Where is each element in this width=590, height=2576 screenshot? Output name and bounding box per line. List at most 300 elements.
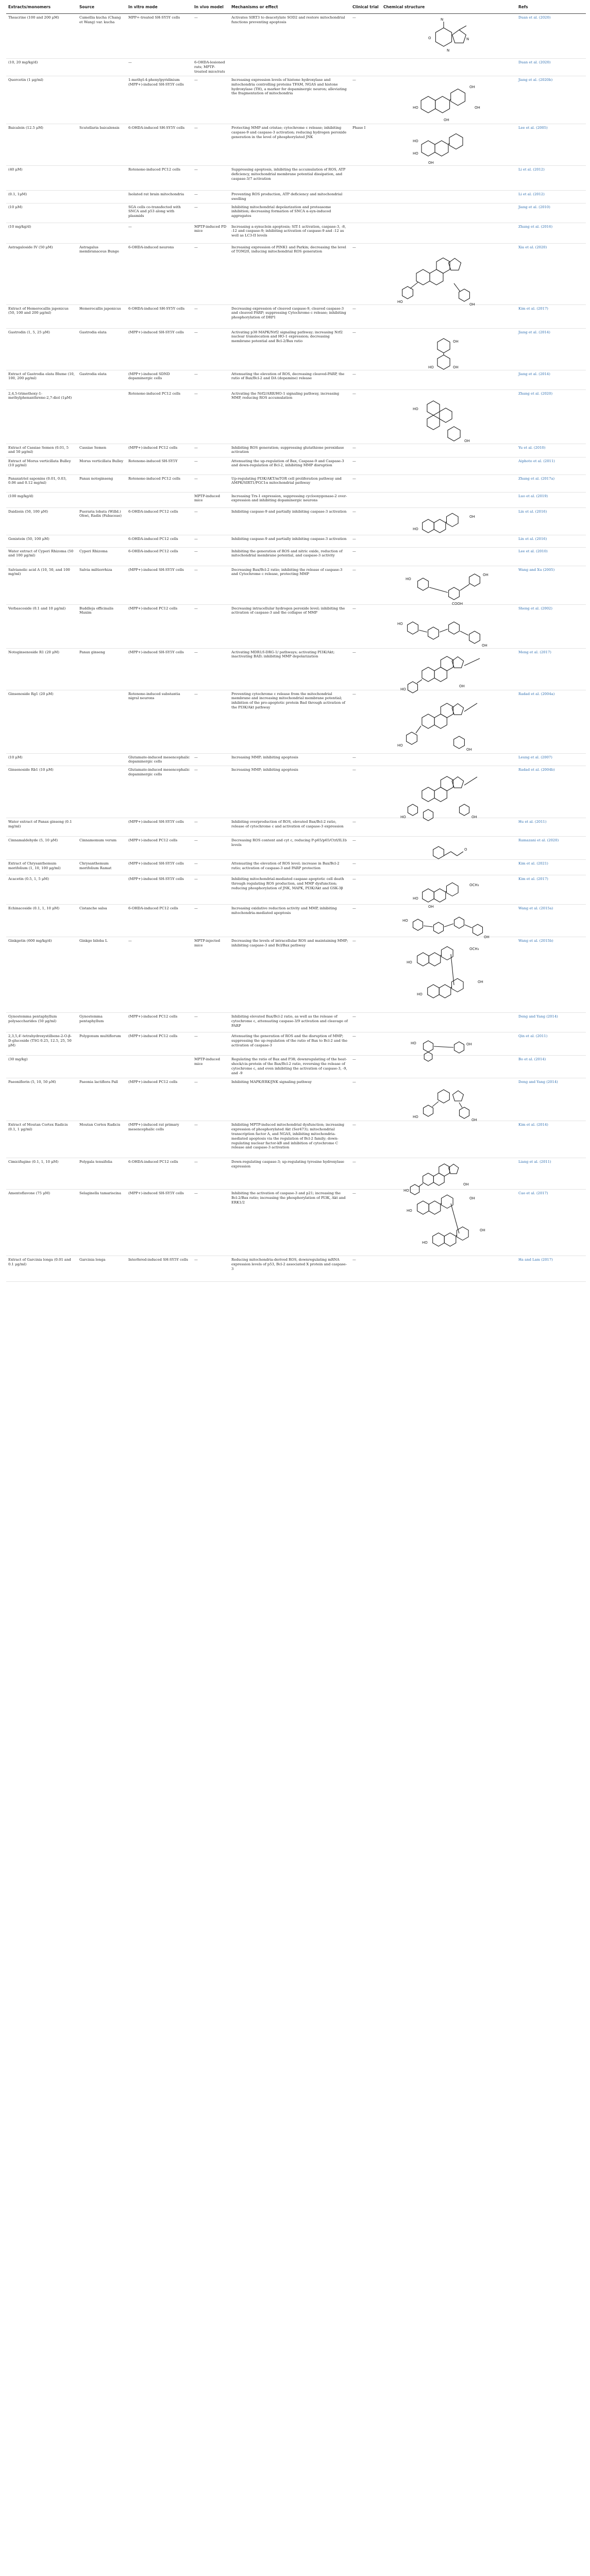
svg-text:N: N xyxy=(447,48,450,53)
molecule-drawing xyxy=(384,878,513,909)
reference-link[interactable]: Aiphoto et al. (2011) xyxy=(516,457,586,474)
document xyxy=(6,0,586,1282)
chemical-structure-cell xyxy=(381,14,516,59)
chemical-structure-cell xyxy=(381,76,516,124)
chemical-structure-cell xyxy=(381,875,516,909)
source-cell: Panax notoginseng xyxy=(77,474,126,492)
in-vivo-cell: — xyxy=(192,76,229,124)
mechanism-cell: Increasing oxidative reduction activity and MMP, inhibiting mitochondria-mediated apoptosis xyxy=(229,905,350,937)
clinical-trial-cell: — xyxy=(350,1158,381,1190)
reference-link[interactable]: Bo et al. (2014) xyxy=(516,1056,586,1078)
chemical-structure-cell xyxy=(381,690,516,753)
in-vitro-cell: — xyxy=(126,937,192,1013)
table-row xyxy=(6,860,586,875)
mechanism-cell: Increasing MMP; inhibiting apoptosis xyxy=(229,766,350,818)
reference-link[interactable]: Cao et al. (2017) xyxy=(516,1190,586,1256)
clinical-trial-cell: — xyxy=(350,535,381,547)
table-row xyxy=(6,690,586,753)
in-vivo-cell: — xyxy=(192,507,229,535)
in-vivo-cell: — xyxy=(192,547,229,566)
mechanism-cell: Decreasing intracellular hydrogen peroxide level; inhibiting the activation of caspase-3 and the collapse of MMP xyxy=(229,604,350,648)
clinical-trial-cell: — xyxy=(350,1032,381,1056)
source-cell: Paeonia lactiflora Pall xyxy=(77,1078,126,1121)
in-vitro-cell: (MPP+)-induced SDND dopaminergic cells xyxy=(126,370,192,389)
molecule-drawing xyxy=(384,331,513,368)
reference-link[interactable]: Kim et al. (2017) xyxy=(516,304,586,328)
svg-text:COOH: COOH xyxy=(452,601,463,606)
mechanism-cell: Down-regulating caspase-3; up-regulating tyrosine hydroxylase expression xyxy=(229,1158,350,1190)
clinical-trial-cell: — xyxy=(350,1013,381,1032)
header-row xyxy=(6,0,586,14)
chemical-structure-cell xyxy=(381,328,516,370)
clinical-trial-cell xyxy=(350,191,381,204)
extract-cell: Water extract of Panax ginseng (0.1 mg/ml) xyxy=(6,818,77,837)
mechanism-cell: Decreasing expression of cleaved caspase-9, cleaved caspase-3 and cleaved PARP; suppressing Cytochrome c release; inhibiting phosphorylation of DRP1 xyxy=(229,304,350,328)
in-vitro-cell: MPP+-treated SH-SY5Y cells xyxy=(126,14,192,59)
svg-text:HO: HO xyxy=(402,919,408,923)
svg-text:OH: OH xyxy=(453,339,459,344)
svg-text:HO: HO xyxy=(406,577,411,581)
clinical-trial-cell: — xyxy=(350,837,381,860)
reference-link[interactable]: Zhang et al. (2017a) xyxy=(516,474,586,492)
reference-link[interactable]: Liang et al. (2011) xyxy=(516,1158,586,1190)
source-cell: Gastrodia elata xyxy=(77,328,126,370)
svg-text:HO: HO xyxy=(413,406,418,411)
reference-link[interactable]: Lin et al. (2016) xyxy=(516,535,586,547)
in-vitro-cell: — xyxy=(126,59,192,76)
svg-text:HO: HO xyxy=(400,687,406,691)
in-vitro-cell: (MPP+)-induced SH-SY5Y cells xyxy=(126,818,192,837)
clinical-trial-cell xyxy=(350,166,381,191)
in-vivo-cell: — xyxy=(192,1032,229,1056)
extract-cell: Extract of Morus verticillata Bulley (10 μg/ml) xyxy=(6,457,77,474)
molecule-drawing xyxy=(384,693,513,752)
source-cell: Cistanche salsa xyxy=(77,905,126,937)
clinical-trial-cell: — xyxy=(350,1078,381,1121)
in-vivo-cell: — xyxy=(192,1256,229,1282)
source-cell xyxy=(77,818,126,837)
source-cell: Selaginella tamariscina xyxy=(77,1190,126,1256)
extract-cell: Ginsenoside Rg1 (20 μM) xyxy=(6,690,77,753)
table-row xyxy=(6,1032,586,1056)
svg-text:OH: OH xyxy=(483,572,488,577)
svg-text:O: O xyxy=(464,848,467,852)
molecule-drawing xyxy=(384,16,513,57)
molecule-drawing xyxy=(384,1035,513,1054)
table-row xyxy=(6,1078,586,1121)
clinical-trial-cell: — xyxy=(350,457,381,474)
svg-text:HO: HO xyxy=(411,1041,416,1046)
svg-text:HO: HO xyxy=(417,992,423,997)
in-vivo-cell: — xyxy=(192,1121,229,1158)
mechanism-cell: Up-regulating PI3K/AKT/mTOR cell proliferation pathway and AMPK/SIRT1/PGC1α mitochondrial pathway xyxy=(229,474,350,492)
clinical-trial-cell: — xyxy=(350,648,381,690)
svg-text:OH: OH xyxy=(459,684,465,688)
extract-cell: (10 μM) xyxy=(6,203,77,223)
reference-link[interactable]: Sheng et al. (2002) xyxy=(516,604,586,648)
table-row xyxy=(6,1256,586,1282)
extract-cell: (30 mg/kg) xyxy=(6,1056,77,1078)
extract-cell: Panaxatriol saponins (0.01, 0.03, 0.06 and 0.12 mg/ml) xyxy=(6,474,77,492)
reference-link[interactable]: Xia et al. (2020) xyxy=(516,243,586,304)
svg-text:OH: OH xyxy=(475,106,480,110)
chemical-structure-cell xyxy=(381,304,516,328)
in-vitro-cell: 6-OHDA-induced PC12 cells xyxy=(126,547,192,566)
molecule-drawing xyxy=(384,651,513,691)
in-vivo-cell: — xyxy=(192,648,229,690)
clinical-trial-cell: — xyxy=(350,474,381,492)
extract-cell: Extract of Moutan Cortex Radicis (0.1, 1 μg/ml) xyxy=(6,1121,77,1158)
source-cell: Salvia miltiorrhiza xyxy=(77,566,126,604)
mechanism-cell: Activating MDR1/I-DRG-1/ pathways; activating PI3K/Akt; inactivating BAD; inhibiting MMP depolarization xyxy=(229,648,350,690)
extract-cell: Verbascoside (0.1 and 10 μg/ml) xyxy=(6,604,77,648)
col-header-in-vivo: In vivo model xyxy=(192,0,229,14)
source-cell: Camellia kucha (Chang et Wang) var. kucha xyxy=(77,14,126,59)
table-row xyxy=(6,547,586,566)
svg-text:OH: OH xyxy=(482,643,487,648)
reference-link[interactable]: Wang et al. (2015a) xyxy=(516,905,586,937)
mechanism-cell: Preventing ROS production, ATP deficiency and mitochondrial swelling xyxy=(229,191,350,204)
in-vivo-cell: — xyxy=(192,474,229,492)
mechanism-cell: Inhibiting MPTP-induced mitochondrial dysfunction; increasing expression of phosphorylated Akt (Ser473); mitochondrial transcription factor A, and NGAS, inhibiting mitochondria-mediated apoptosis via the regulation of Bcl-2 family; down-regulating nuclear factor-kB and inhibition of cytochrome C release and caspase-3 activation xyxy=(229,1121,350,1158)
svg-text:OH: OH xyxy=(464,438,470,443)
in-vitro-cell: Isolated rat brain mitochondria xyxy=(126,191,192,204)
source-cell xyxy=(77,690,126,753)
clinical-trial-cell xyxy=(350,203,381,223)
svg-text:OH: OH xyxy=(444,118,449,122)
extract-cell: Ginkgetin (600 mg/kg/d) xyxy=(6,937,77,1013)
in-vitro-cell: 6-OHDA-induced PC12 cells xyxy=(126,905,192,937)
clinical-trial-cell: — xyxy=(350,76,381,124)
chemical-structure-cell xyxy=(381,1078,516,1121)
reference-link[interactable]: Yu et al. (2010) xyxy=(516,444,586,457)
reference-link[interactable]: Duan et al. (2020) xyxy=(516,59,586,76)
table-row xyxy=(6,1013,586,1032)
extract-cell: Ginsenoside Rb1 (10 μM) xyxy=(6,766,77,818)
source-cell: Gastrodia elata xyxy=(77,370,126,389)
reference-link[interactable]: Zhang et al. (2020) xyxy=(516,389,586,444)
clinical-trial-cell: — xyxy=(350,753,381,766)
mechanism-cell: Inhibiting ROS generation; suppressing glutathione peroxidase activation xyxy=(229,444,350,457)
in-vitro-cell: Glutamate-induced mesencephalic dopaminergic cells xyxy=(126,766,192,818)
molecule-drawing xyxy=(384,511,513,533)
molecule-drawing xyxy=(384,569,513,606)
col-header-in-vitro: In vitro mode xyxy=(126,0,192,14)
source-cell: Polygonum multiflorum xyxy=(77,1032,126,1056)
molecule-drawing xyxy=(384,1081,513,1123)
svg-text:HO: HO xyxy=(413,106,418,110)
in-vivo-cell: — xyxy=(192,389,229,444)
in-vivo-cell: — xyxy=(192,1013,229,1032)
clinical-trial-cell: — xyxy=(350,937,381,1013)
chemical-structure-cell xyxy=(381,1013,516,1032)
molecule-drawing xyxy=(384,127,513,164)
reference-link[interactable]: Li et al. (2012) xyxy=(516,191,586,204)
molecule-drawing xyxy=(384,79,513,122)
clinical-trial-cell xyxy=(350,59,381,76)
source-cell: Cinnamomum verum xyxy=(77,837,126,860)
in-vitro-cell: Rotenone-induced PC12 cells xyxy=(126,166,192,191)
extract-cell: Acacetin (0.5, 1, 5 μM) xyxy=(6,875,77,905)
table-row xyxy=(6,492,586,507)
molecule-drawing xyxy=(384,839,513,858)
extract-cell: Quercetin (1 μg/ml) xyxy=(6,76,77,124)
mechanism-cell: Attenuating the elevation of ROS level; increase in Bax/Bcl-2 ratio; activation of caspase-3 and PARP protection xyxy=(229,860,350,875)
table-row xyxy=(6,937,586,1013)
clinical-trial-cell: — xyxy=(350,328,381,370)
clinical-trial-cell: — xyxy=(350,507,381,535)
chemical-structure-cell xyxy=(381,860,516,875)
col-header-clinical-trial: Clinical trial xyxy=(350,0,381,14)
extract-cell: Notoginsenoside R1 (20 μM) xyxy=(6,648,77,690)
reference-link[interactable]: Li et al. (2012) xyxy=(516,166,586,191)
in-vivo-cell: — xyxy=(192,14,229,59)
in-vivo-cell: — xyxy=(192,1190,229,1256)
reference-link[interactable]: Wang and Xu (2005) xyxy=(516,566,586,604)
in-vitro-cell: 6-OHDA-induced PC12 cells xyxy=(126,507,192,535)
in-vitro-cell: 6-OHDA-induced PC12 cells xyxy=(126,535,192,547)
mechanism-cell: Regulating the ratio of Bax and P38; downregulating of the heat-shock/cis-protein of the Bax/Bcl-2 ratio, reversing the release of cytochrome c, and even inhibiting the activation of caspase-3, -9, and -9 xyxy=(229,1056,350,1078)
mechanism-cell: Inhibiting elevated Bax/Bcl-2 ratio, as well as the release of cytochrome c, attenuating caspase-3/9 activation and cleavage of PARP xyxy=(229,1013,350,1032)
extract-cell: Water extract of Cyperi Rhizoma (50 and 100 μg/ml) xyxy=(6,547,77,566)
extract-cell: Extract of Hemerocallis japonicus (50, 100 and 200 μg/ml) xyxy=(6,304,77,328)
in-vivo-cell: — xyxy=(192,370,229,389)
extract-cell: 2,4,5-trimethoxy-1-methylphenanthrene-2,7-diol (1μM) xyxy=(6,389,77,444)
in-vivo-cell: — xyxy=(192,818,229,837)
col-header-extracts: Extracts/monomers xyxy=(6,0,77,14)
reference-link[interactable]: Jiang et al. (2014) xyxy=(516,370,586,389)
source-cell: Garcinia longa xyxy=(77,1256,126,1282)
reference-link[interactable]: Lee et al. (2005) xyxy=(516,124,586,166)
table-row xyxy=(6,1121,586,1158)
reference-link[interactable]: Meng et al. (2017) xyxy=(516,648,586,690)
source-cell xyxy=(77,191,126,204)
svg-text:OH: OH xyxy=(463,1182,469,1187)
reference-link[interactable]: Deng and Yang (2014) xyxy=(516,1078,586,1121)
in-vitro-cell: (MPP+)-induced SH-SY5Y cells xyxy=(126,648,192,690)
svg-text:OH: OH xyxy=(469,85,475,89)
extract-cell: Extract of Cassiae Semen (0.01, 5 and 50 μg/ml) xyxy=(6,444,77,457)
mechanism-cell: Inhibiting mitochondrial depolarization and proteasome inhibition; decreasing formation of SNCA α-syn-induced aggregates xyxy=(229,203,350,223)
extract-cell: Cimicifugine (0.1, 1, 10 μM) xyxy=(6,1158,77,1190)
svg-text:N: N xyxy=(441,18,444,22)
mechanism-cell: Inhibiting caspase-9 and partially inhibiting caspase-3 activation xyxy=(229,507,350,535)
source-cell: Astragalus membranaceus Bunge xyxy=(77,243,126,304)
source-cell: Morus verticillata Bulley xyxy=(77,457,126,474)
in-vitro-cell: 6-OHDA-induced neurons xyxy=(126,243,192,304)
svg-text:OCH₃: OCH₃ xyxy=(469,883,479,888)
in-vitro-cell: Rotenone-induced PC12 cells xyxy=(126,474,192,492)
col-header-refs: Refs xyxy=(516,0,586,14)
svg-text:OH: OH xyxy=(478,980,483,985)
table-row xyxy=(6,76,586,124)
reference-link[interactable]: Ramazani et al. (2020) xyxy=(516,837,586,860)
source-cell: Cyperi Rhizoma xyxy=(77,547,126,566)
reference-link[interactable]: Lee et al. (2010) xyxy=(516,547,586,566)
source-cell: Scutellaria baicalensis xyxy=(77,124,126,166)
chemical-structure-cell xyxy=(381,370,516,389)
in-vitro-cell: SGA cells co-transfected with SNCA and p53 along with plasmids xyxy=(126,203,192,223)
svg-text:N: N xyxy=(466,37,469,41)
svg-text:OH: OH xyxy=(480,1228,485,1233)
svg-text:HO: HO xyxy=(397,621,403,626)
source-cell: Panax ginseng xyxy=(77,648,126,690)
extract-cell: Baicalein (12.5 μM) xyxy=(6,124,77,166)
extract-cell: Gynostemma pentaphyllum polysaccharides (50 μg/ml) xyxy=(6,1013,77,1032)
clinical-trial-cell xyxy=(350,223,381,243)
molecule-drawing xyxy=(384,393,513,442)
molecule-drawing xyxy=(384,246,513,307)
reference-link[interactable]: Zhang et al. (2016) xyxy=(516,223,586,243)
source-cell: Ginkgo biloba L xyxy=(77,937,126,1013)
reference-link[interactable]: Jiang et al. (2014) xyxy=(516,328,586,370)
table-row xyxy=(6,837,586,860)
in-vivo-cell: — xyxy=(192,875,229,905)
reference-link[interactable]: Ha and Lam (2017) xyxy=(516,1256,586,1282)
table-row xyxy=(6,389,586,444)
mechanism-cell: Suppressing apoptosis, inhibiting the accumulation of ROS, ATP deficiency, mitochondrial membrane potential dissipation, and caspase-3/7 activation xyxy=(229,166,350,191)
chemical-structure-cell xyxy=(381,243,516,307)
source-cell xyxy=(77,766,126,818)
table-row xyxy=(6,191,586,204)
clinical-trial-cell: — xyxy=(350,1256,381,1282)
in-vitro-cell: (MPP+)-induced PC12 cells xyxy=(126,1032,192,1056)
molecule-drawing xyxy=(384,607,513,647)
clinical-trial-cell: — xyxy=(350,604,381,648)
in-vitro-cell: (MPP+)-induced PC12 cells xyxy=(126,444,192,457)
extract-cell: (10 mg/kg/d) xyxy=(6,223,77,243)
in-vivo-cell: — xyxy=(192,837,229,860)
chemical-structure-cell xyxy=(381,766,516,818)
reference-link[interactable]: Hu et al. (2011) xyxy=(516,818,586,837)
table-row xyxy=(6,535,586,547)
table-row xyxy=(6,59,586,76)
mechanism-cell: Preventing cytochrome c release from the mitochondrial membrane and increasing mitochondrial membrane potential; inhibition of the pro-apoptotic protein Bad through activation of the PI3K/Akt pathway xyxy=(229,690,350,753)
in-vitro-cell: (MPP+)-induced PC12 cells xyxy=(126,1013,192,1032)
in-vivo-cell: — xyxy=(192,905,229,937)
reference-link[interactable]: Lin et al. (2016) xyxy=(516,507,586,535)
mechanism-cell: Activating p38 MAPK/Nrf2 signaling pathway; increasing Nrf2 nuclear translocation and HO-1 expression; decreasing membrane potential and Bcl-2/Bax ratio xyxy=(229,328,350,370)
extract-cell: Astragaloside IV (50 μM) xyxy=(6,243,77,304)
chemical-structure-cell xyxy=(381,937,516,1013)
reference-link[interactable]: Kim et al. (2014) xyxy=(516,1121,586,1158)
mechanism-cell: Decreasing ROS content and cyt c, reducing P-p65/p65/Ctrl/IL1b levels xyxy=(229,837,350,860)
in-vivo-cell: MPTP-induced PD mice xyxy=(192,223,229,243)
svg-text:OH: OH xyxy=(428,161,434,165)
table-row xyxy=(6,818,586,837)
extract-cell: Gastrodin (1, 5, 25 μM) xyxy=(6,328,77,370)
reference-link[interactable]: Jiang et al. (2010) xyxy=(516,203,586,223)
svg-text:OH: OH xyxy=(453,365,459,369)
mechanism-cell: Inhibiting mitochondrial-mediated caspase apoptotic cell death through regulating ROS production, and MMP dysfunction; reducing phosphorylation of JNK, MAPK, PI3K/Akt and GSK-3β xyxy=(229,875,350,905)
table-row xyxy=(6,507,586,535)
chemical-structure-cell xyxy=(381,1121,516,1158)
svg-text:HO: HO xyxy=(413,151,418,156)
extract-cell: Genistein (50, 100 μM) xyxy=(6,535,77,547)
source-cell xyxy=(77,535,126,547)
svg-text:OH: OH xyxy=(469,302,475,307)
svg-text:HO: HO xyxy=(397,743,403,748)
reference-link[interactable]: Wang et al. (2015b) xyxy=(516,937,586,1013)
svg-text:HO: HO xyxy=(413,896,418,901)
mechanism-cell: Decreasing Bax/Bcl-2 ratio; inhibiting the release of caspase-3 and Cytochrome c release, protecting MMP xyxy=(229,566,350,604)
mechanism-cell: Inhibiting overproduction of ROS, elevated Bax/Bcl-2 ratio, release of cytochrome c and activation of caspase-3 expression xyxy=(229,818,350,837)
svg-text:HO: HO xyxy=(413,139,418,143)
table-row xyxy=(6,766,586,818)
svg-text:HO: HO xyxy=(428,365,434,369)
in-vivo-cell: — xyxy=(192,535,229,547)
in-vivo-cell: — xyxy=(192,604,229,648)
clinical-trial-cell: — xyxy=(350,766,381,818)
chemical-structure-cell xyxy=(381,753,516,766)
in-vivo-cell: — xyxy=(192,203,229,223)
mechanism-cell: Activating the Nrf2/ARE/HO-1 signaling pathway, increasing MMP, reducing ROS accumulation xyxy=(229,389,350,444)
svg-text:HO: HO xyxy=(413,527,418,531)
table-row xyxy=(6,457,586,474)
in-vivo-cell: — xyxy=(192,191,229,204)
reference-link[interactable]: Leung et al. (2007) xyxy=(516,753,586,766)
mechanism-cell: Inhibiting the generation of ROS and nitric oxide, reduction of mitochondrial membrane potential, and caspase-3 activity xyxy=(229,547,350,566)
reference-link[interactable]: Radad et al. (2004a) xyxy=(516,690,586,753)
reference-link[interactable]: Qin et al. (2011) xyxy=(516,1032,586,1056)
extract-cell: Extract of Garcinia longa (0.01 and 0.1 μg/ml) xyxy=(6,1256,77,1282)
in-vivo-cell: — xyxy=(192,1078,229,1121)
table-row xyxy=(6,304,586,328)
mechanism-cell: Inhibiting caspase-9 and partially inhibiting caspase-3 activation xyxy=(229,535,350,547)
table-row xyxy=(6,648,586,690)
in-vitro-cell: 6-OHDA-induced SH-SY5Y cells xyxy=(126,304,192,328)
chemical-structure-cell xyxy=(381,124,516,166)
extract-cell: Amentoflavone (75 μM) xyxy=(6,1190,77,1256)
in-vivo-cell: MPTP-injected mice xyxy=(192,937,229,1013)
svg-text:OH: OH xyxy=(469,1196,475,1201)
in-vivo-cell: — xyxy=(192,328,229,370)
mechanism-cell: Protecting MMP and cristae; cytochrome c release; inhibiting caspase-9 and caspase-3 activation; reducing hydrogen peroxide generation in the level of phosphorylated JNK xyxy=(229,124,350,166)
extract-cell: 2,3,5,4'-tetrahydroxystilbene-2-O-β-D-glucoside (TSG 0.25, 12.5, 25, 50 μM) xyxy=(6,1032,77,1056)
reference-link[interactable]: Kim et al. (2021) xyxy=(516,860,586,875)
clinical-trial-cell: — xyxy=(350,818,381,837)
reference-link[interactable]: Kim et al. (2017) xyxy=(516,875,586,905)
reference-link[interactable]: Radad et al. (2004b) xyxy=(516,766,586,818)
in-vivo-cell: — xyxy=(192,243,229,304)
reference-link[interactable]: Luo et al. (2019) xyxy=(516,492,586,507)
chemical-structure-cell xyxy=(381,203,516,223)
mechanism-cell: Decreasing the levels of intracellular ROS and maintaining MMP; inhibiting caspase-3 and Bcl/Bax pathway xyxy=(229,937,350,1013)
extract-cell: Salvianolic acid A (10, 50, and 100 mg/ml) xyxy=(6,566,77,604)
chemical-structure-cell xyxy=(381,566,516,604)
mechanism-cell: Attenuating the elevation of ROS, decreasing cleaved-PARP, the ratio of Bax/Bcl-2 and DA (dopamine) release xyxy=(229,370,350,389)
source-cell: Gynostemma pentaphyllum xyxy=(77,1013,126,1032)
svg-text:OH: OH xyxy=(469,514,475,519)
chemical-structure-cell xyxy=(381,223,516,243)
reference-link[interactable]: Deng and Yang (2014) xyxy=(516,1013,586,1032)
source-cell: Moutan Cortex Radicis xyxy=(77,1121,126,1158)
table-row xyxy=(6,875,586,905)
table-row xyxy=(6,1158,586,1190)
molecule-drawing xyxy=(384,1161,513,1193)
mechanism-cell: Inhibiting MAPK/ERK/JNK signaling pathway xyxy=(229,1078,350,1121)
reference-link[interactable]: Duan et al. (2020) xyxy=(516,14,586,59)
reference-link[interactable]: Jiang et al. (2020b) xyxy=(516,76,586,124)
molecule-drawing xyxy=(384,907,513,940)
extract-cell: Extract of Gastrodia elata Blume (10, 100, 200 μg/ml) xyxy=(6,370,77,389)
svg-text:HO: HO xyxy=(400,815,406,820)
extract-cell: Cinnamaldehyde (5, 10 μM) xyxy=(6,837,77,860)
in-vitro-cell: 6-OHDA-induced PC12 cells xyxy=(126,1158,192,1190)
in-vitro-cell: (MPP+)-induced SH-SY5Y cells xyxy=(126,566,192,604)
svg-text:HO: HO xyxy=(407,960,412,965)
chemical-structure-cell xyxy=(381,166,516,191)
